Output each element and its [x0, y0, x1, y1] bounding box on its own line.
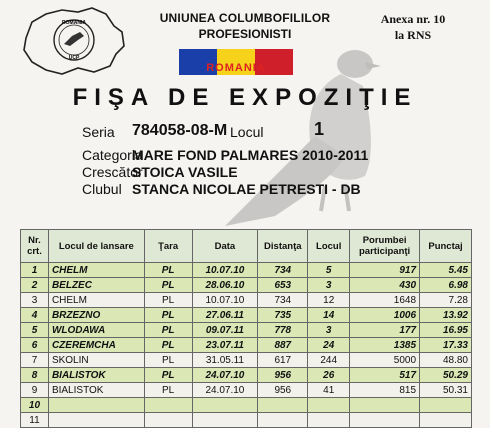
cell-data: 23.07.11 — [192, 338, 258, 353]
cell-nr: 3 — [21, 293, 49, 308]
table-row — [21, 368, 472, 383]
cell-porumbei: 815 — [350, 383, 420, 398]
cell-tara: PL — [144, 383, 192, 398]
cell-data: 28.06.10 — [192, 278, 258, 293]
cell-locul: 24 — [308, 338, 350, 353]
table-row — [21, 353, 472, 368]
cell-dist: 956 — [258, 368, 308, 383]
cell-nr: 7 — [21, 353, 49, 368]
cell-porumbei: 430 — [350, 278, 420, 293]
cell-loc: BELZEC — [48, 278, 144, 293]
cell-nr: 2 — [21, 278, 49, 293]
results-table — [20, 229, 472, 428]
cell-nr: 1 — [21, 263, 49, 278]
cell-tara: PL — [144, 338, 192, 353]
cell-nr: 4 — [21, 308, 49, 323]
seria-row — [82, 119, 442, 144]
cell-porumbei: 517 — [350, 368, 420, 383]
cell-data: 24.07.10 — [192, 368, 258, 383]
clubul-row — [82, 181, 442, 199]
cell-porumbei: 1006 — [350, 308, 420, 323]
categoria-label: Categoria — [82, 147, 143, 163]
cell-locul — [308, 398, 350, 413]
logo-text-top: ROMANIA — [62, 20, 86, 26]
cell-data: 24.07.10 — [192, 383, 258, 398]
cell-locul: 14 — [308, 308, 350, 323]
categoria-value: MARE FOND PALMARES 2010-2011 — [132, 147, 369, 163]
cell-loc: BIALISTOK — [48, 383, 144, 398]
cell-loc: WLODAWA — [48, 323, 144, 338]
cell-tara: PL — [144, 278, 192, 293]
cell-porumbei: 5000 — [350, 353, 420, 368]
cell-dist: 734 — [258, 263, 308, 278]
cell-locul: 3 — [308, 323, 350, 338]
cell-punctaj: 16.95 — [420, 323, 472, 338]
cell-tara: PL — [144, 323, 192, 338]
cell-locul: 26 — [308, 368, 350, 383]
cell-punctaj: 6.98 — [420, 278, 472, 293]
cell-data: 10.07.10 — [192, 263, 258, 278]
table-header-row — [21, 230, 472, 263]
cell-tara: PL — [144, 293, 192, 308]
cell-dist: 887 — [258, 338, 308, 353]
cell-punctaj: 17.33 — [420, 338, 472, 353]
cell-loc: CHELM — [48, 263, 144, 278]
cell-loc: CZEREMCHA — [48, 338, 144, 353]
col-distanta-header: Distanţa — [258, 230, 308, 263]
table-row — [21, 398, 472, 413]
cell-porumbei: 1385 — [350, 338, 420, 353]
cell-dist: 734 — [258, 293, 308, 308]
table-row — [21, 293, 472, 308]
cell-punctaj — [420, 398, 472, 413]
crescator-value: STOICA VASILE — [132, 164, 238, 180]
cell-locul: 244 — [308, 353, 350, 368]
cell-porumbei: 1648 — [350, 293, 420, 308]
table-row — [21, 383, 472, 398]
cell-dist: 956 — [258, 383, 308, 398]
cell-dist: 617 — [258, 353, 308, 368]
cell-loc: SKOLIN — [48, 353, 144, 368]
cell-punctaj: 50.31 — [420, 383, 472, 398]
table-row — [21, 263, 472, 278]
cell-punctaj: 13.92 — [420, 308, 472, 323]
seria-value: 784058-08-M — [132, 122, 228, 139]
col-data-header: Data — [192, 230, 258, 263]
annex-line1: Anexa nr. 10 — [380, 12, 446, 26]
cell-locul: 5 — [308, 263, 350, 278]
annex-line2: la RNS — [394, 28, 432, 42]
col-tara-header: Ţara — [144, 230, 192, 263]
cell-nr: 8 — [21, 368, 49, 383]
table-row — [21, 323, 472, 338]
cell-tara: PL — [144, 368, 192, 383]
cell-dist: 778 — [258, 323, 308, 338]
table-row — [21, 308, 472, 323]
cell-dist: 735 — [258, 308, 308, 323]
col-loc-lansare-header: Locul de lansare — [48, 230, 144, 263]
locul-value: 1 — [314, 119, 325, 139]
clubul-value: STANCA NICOLAE PETRESTI - DB — [132, 181, 361, 197]
cell-dist — [258, 398, 308, 413]
cell-porumbei: 177 — [350, 323, 420, 338]
cell-data: 31.05.11 — [192, 353, 258, 368]
crescator-label: Crescător — [82, 164, 143, 180]
cell-punctaj: 50.29 — [420, 368, 472, 383]
cell-locul: 12 — [308, 293, 350, 308]
col-porumbei-header: Porumbei participanţi — [350, 230, 420, 263]
cell-loc: BRZEZNO — [48, 308, 144, 323]
cell-punctaj: 48.80 — [420, 353, 472, 368]
cell-loc — [48, 398, 144, 413]
cell-nr: 9 — [21, 383, 49, 398]
cell-punctaj: 7.28 — [420, 293, 472, 308]
cell-nr: 5 — [21, 323, 49, 338]
cell-nr: 6 — [21, 338, 49, 353]
cell-tara: PL — [144, 308, 192, 323]
logo-text-bottom: UCP — [68, 55, 80, 61]
cell-loc: BIALISTOK — [48, 368, 144, 383]
locul-label: Locul — [230, 124, 264, 140]
cell-tara — [144, 398, 192, 413]
flag-caption: ROMANIA — [206, 62, 266, 74]
cell-data — [192, 398, 258, 413]
col-punctaj-header: Punctaj — [420, 230, 472, 263]
organization-name-line2: PROFESIONISTI — [198, 27, 292, 41]
clubul-label: Clubul — [82, 181, 122, 197]
cell-porumbei — [350, 398, 420, 413]
cell-loc: CHELM — [48, 293, 144, 308]
col-locul-header: Locul — [308, 230, 350, 263]
cell-punctaj: 5.45 — [420, 263, 472, 278]
categoria-row — [82, 147, 442, 165]
page-title: FIŞA DE EXPOZIŢIE — [72, 84, 418, 111]
cell-data: 09.07.11 — [192, 323, 258, 338]
organization-name: UNIUNEA COLUMBOFILILOR — [159, 11, 331, 25]
cell-tara: PL — [144, 353, 192, 368]
cell-locul: 41 — [308, 383, 350, 398]
cell-data: 27.06.11 — [192, 308, 258, 323]
cell-data: 10.07.10 — [192, 293, 258, 308]
cell-nr: 11 — [21, 413, 49, 428]
romania-map-logo — [18, 6, 130, 78]
cell-nr: 10 — [21, 398, 49, 413]
cell-tara: PL — [144, 263, 192, 278]
cell-dist: 653 — [258, 278, 308, 293]
table-row — [21, 338, 472, 353]
seria-label: Seria — [82, 124, 115, 140]
table-row — [21, 278, 472, 293]
col-nr-header: Nr. crt. — [21, 230, 49, 263]
crescator-row — [82, 164, 442, 182]
cell-porumbei: 917 — [350, 263, 420, 278]
cell-locul: 3 — [308, 278, 350, 293]
